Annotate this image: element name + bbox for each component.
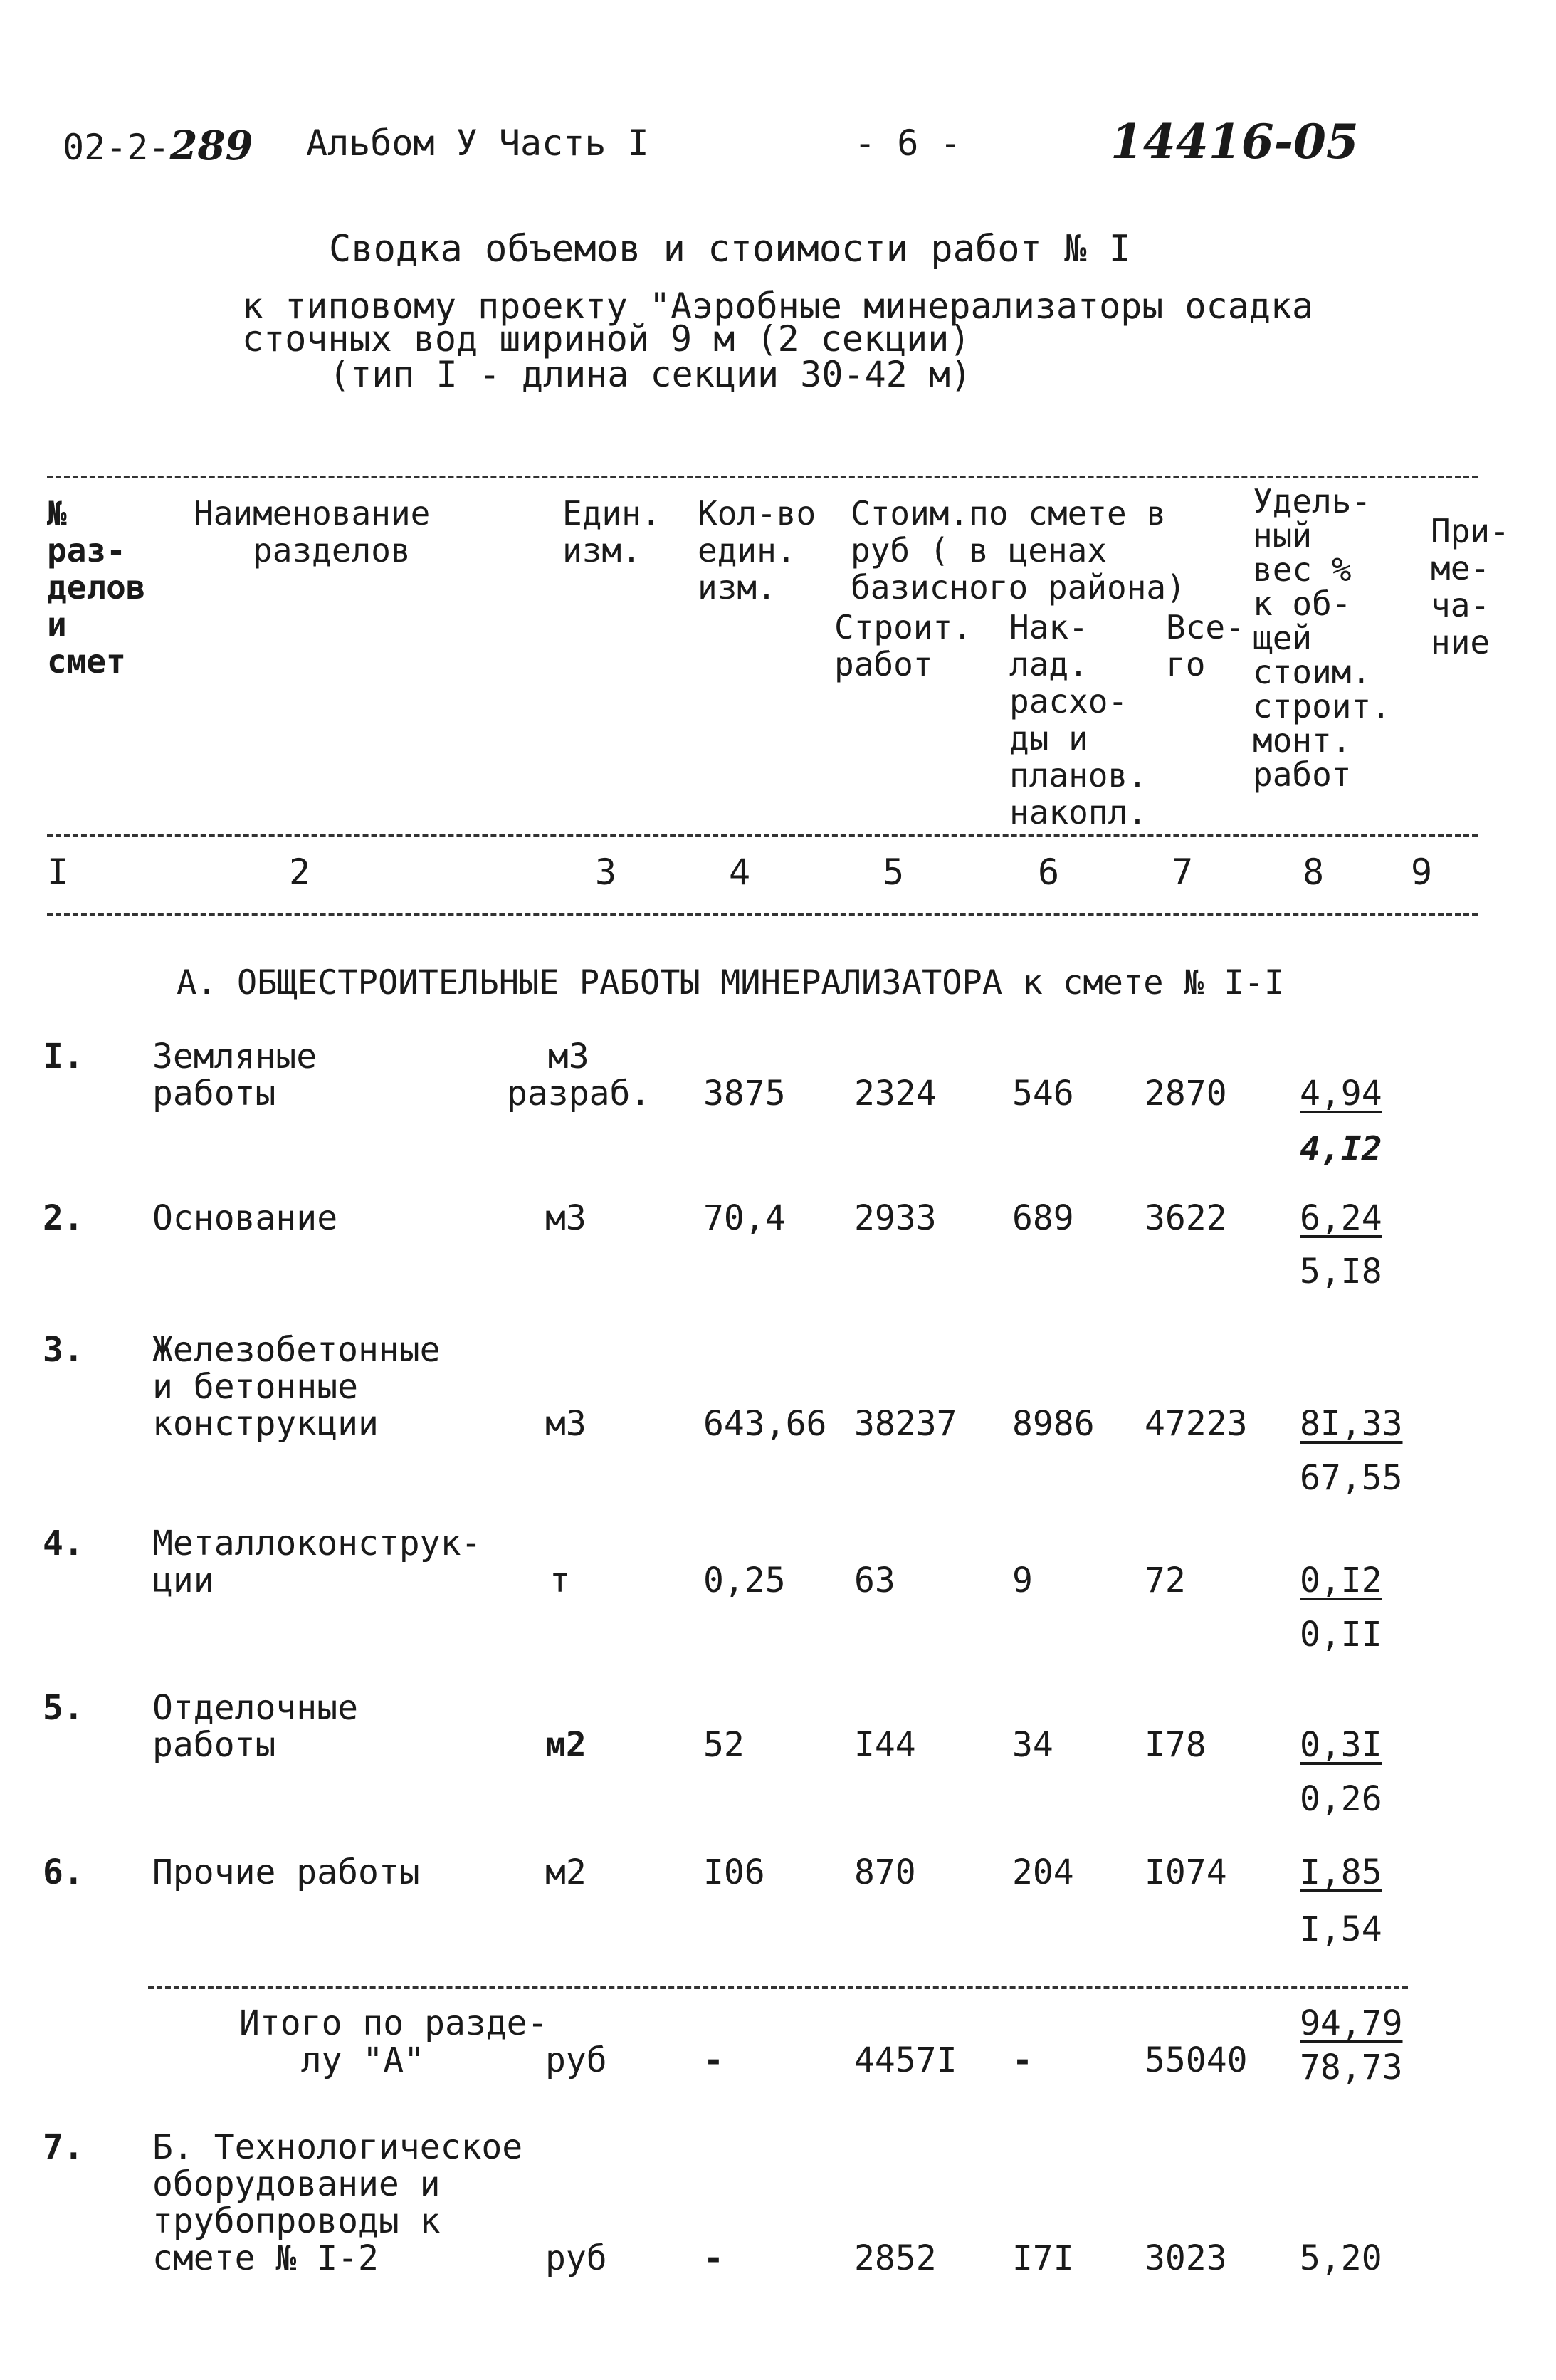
title-line-4: (тип I - длина секции 30-42 м) xyxy=(329,354,972,395)
row-name: Металлоконструк- ции xyxy=(152,1524,482,1600)
row-total: I78 xyxy=(1145,1725,1207,1765)
header-page-number: - 6 - xyxy=(854,122,962,164)
subtotal-total: 55040 xyxy=(1145,2040,1248,2080)
row-weight-2: 4,I2 xyxy=(1300,1129,1382,1169)
colnum-5: 5 xyxy=(883,851,905,893)
subtotal-overhead: - xyxy=(1012,2040,1033,2080)
header-code-printed: 02-2- xyxy=(63,127,170,168)
row-weight-2: 67,55 xyxy=(1300,1458,1403,1498)
th-notes: При- ме- ча- ние xyxy=(1431,512,1510,661)
row-construction-cost: 63 xyxy=(854,1561,895,1600)
colnum-9: 9 xyxy=(1411,851,1433,893)
row-number: 4. xyxy=(43,1524,84,1563)
header-code-handwritten: 289 xyxy=(169,122,253,169)
subtotal-quantity: - xyxy=(703,2040,724,2080)
th-quantity: Кол-во един. изм. xyxy=(698,494,816,607)
colnum-bottom-rule xyxy=(47,913,1478,916)
subtotal-construction-cost: 4457I xyxy=(854,2040,957,2080)
colnum-3: 3 xyxy=(595,851,617,893)
row-overhead: I7I xyxy=(1012,2238,1074,2278)
th-cost-group: Стоим.по смете в руб ( в ценах базисного района) xyxy=(851,494,1186,607)
row-name: Основание xyxy=(152,1198,338,1238)
row-quantity: 70,4 xyxy=(703,1198,786,1238)
row-overhead: 689 xyxy=(1012,1198,1074,1238)
row-weight: 5,20 xyxy=(1300,2238,1382,2278)
row-total: 72 xyxy=(1145,1561,1186,1600)
colnum-1: I xyxy=(47,851,69,893)
row-construction-cost: 870 xyxy=(854,1852,916,1892)
row-weight-1: 6,24 xyxy=(1300,1198,1382,1238)
subtotal-unit: руб xyxy=(545,2040,607,2080)
th-unit: Един. изм. xyxy=(562,494,661,570)
th-total: Все- го xyxy=(1166,608,1245,683)
row-unit: м3 xyxy=(545,1198,587,1238)
header-bottom-rule xyxy=(47,834,1478,837)
row-overhead: 546 xyxy=(1012,1074,1074,1113)
th-section-name: Наименование разделов xyxy=(194,494,431,570)
row-construction-cost: 2852 xyxy=(854,2238,937,2278)
row-number: 5. xyxy=(43,1688,84,1728)
row-overhead: 9 xyxy=(1012,1561,1033,1600)
row-total: I074 xyxy=(1145,1852,1227,1892)
row-total: 47223 xyxy=(1145,1404,1248,1444)
section-a-title: А. ОБЩЕСТРОИТЕЛЬНЫЕ РАБОТЫ МИНЕРАЛИЗАТОРА к смете № I-I xyxy=(177,963,1285,1002)
row-quantity: 52 xyxy=(703,1725,745,1765)
subtotal-label: Итого по разде- лу "А" xyxy=(239,2003,548,2080)
row-total: 2870 xyxy=(1145,1074,1227,1113)
row-unit: руб xyxy=(545,2238,607,2278)
title-line-2: к типовому проекту "Аэробные минерализаторы осадка xyxy=(242,285,1314,327)
header-doc-number: 14416-05 xyxy=(1110,114,1359,169)
colnum-8: 8 xyxy=(1303,851,1325,893)
row-weight-2: 0,26 xyxy=(1300,1779,1382,1819)
colnum-6: 6 xyxy=(1038,851,1060,893)
row-total: 3023 xyxy=(1145,2238,1227,2278)
row-weight-1: I,85 xyxy=(1300,1852,1382,1892)
colnum-4: 4 xyxy=(729,851,751,893)
colnum-2: 2 xyxy=(289,851,311,893)
row-weight-2: 5,I8 xyxy=(1300,1252,1382,1291)
row-name: Железобетонные и бетонные конструкции xyxy=(152,1330,441,1444)
th-overhead: Нак- лад. расхо- ды и планов. накопл. xyxy=(1009,608,1147,832)
row-quantity: 3875 xyxy=(703,1074,786,1113)
row-weight-2: I,54 xyxy=(1300,1909,1382,1949)
row-quantity: 643,66 xyxy=(703,1404,827,1444)
row-unit: м3 разраб. xyxy=(507,1037,651,1113)
row-number: 6. xyxy=(43,1852,84,1892)
row-weight-1: 0,I2 xyxy=(1300,1561,1382,1600)
row-construction-cost: 38237 xyxy=(854,1404,957,1444)
row-construction-cost: 2324 xyxy=(854,1074,937,1113)
th-section-number: № раз- делов и смет xyxy=(47,494,146,681)
th-construction-cost: Строит. работ xyxy=(834,608,972,683)
row-quantity: 0,25 xyxy=(703,1561,786,1600)
row-name: Прочие работы xyxy=(152,1852,420,1892)
row-weight-2: 0,II xyxy=(1300,1615,1382,1655)
row-weight-1: 0,3I xyxy=(1300,1725,1382,1765)
th-specific-weight: Удель- ный вес % к об- щей стоим. строит. монт. работ xyxy=(1253,482,1391,794)
row-construction-cost: I44 xyxy=(854,1725,916,1765)
subtotal-weight-2: 78,73 xyxy=(1300,2048,1403,2087)
title-line-3: сточных вод шириной 9 м (2 секции) xyxy=(242,318,971,360)
header-album: Альбом У Часть I xyxy=(306,122,649,164)
row-quantity: - xyxy=(703,2238,724,2278)
row-unit: м2 xyxy=(545,1852,587,1892)
subtotal-weight-1: 94,79 xyxy=(1300,2003,1403,2043)
row-weight-1: 4,94 xyxy=(1300,1074,1382,1113)
table-top-rule xyxy=(47,476,1478,478)
row-name: Отделочные работы xyxy=(152,1688,358,1765)
row-total: 3622 xyxy=(1145,1198,1227,1238)
colnum-7: 7 xyxy=(1172,851,1194,893)
row-overhead: 34 xyxy=(1012,1725,1053,1765)
row-name: Земляные работы xyxy=(152,1037,317,1113)
row-overhead: 204 xyxy=(1012,1852,1074,1892)
row-unit: м2 xyxy=(545,1725,587,1765)
row-number: 7. xyxy=(43,2127,84,2167)
row-name: Б. Технологическое оборудование и трубопроводы к смете № I-2 xyxy=(152,2127,523,2278)
subtotal-rule xyxy=(148,1986,1408,1989)
row-construction-cost: 2933 xyxy=(854,1198,937,1238)
row-unit: м3 xyxy=(545,1404,587,1444)
row-number: 2. xyxy=(43,1198,84,1238)
row-weight-1: 8I,33 xyxy=(1300,1404,1403,1444)
row-overhead: 8986 xyxy=(1012,1404,1095,1444)
row-number: I. xyxy=(43,1037,84,1076)
row-number: 3. xyxy=(43,1330,84,1370)
row-quantity: I06 xyxy=(703,1852,765,1892)
document-title: Сводка объемов и стоимости работ № I xyxy=(329,228,1132,271)
row-unit: т xyxy=(550,1561,570,1600)
header-code xyxy=(63,122,253,169)
